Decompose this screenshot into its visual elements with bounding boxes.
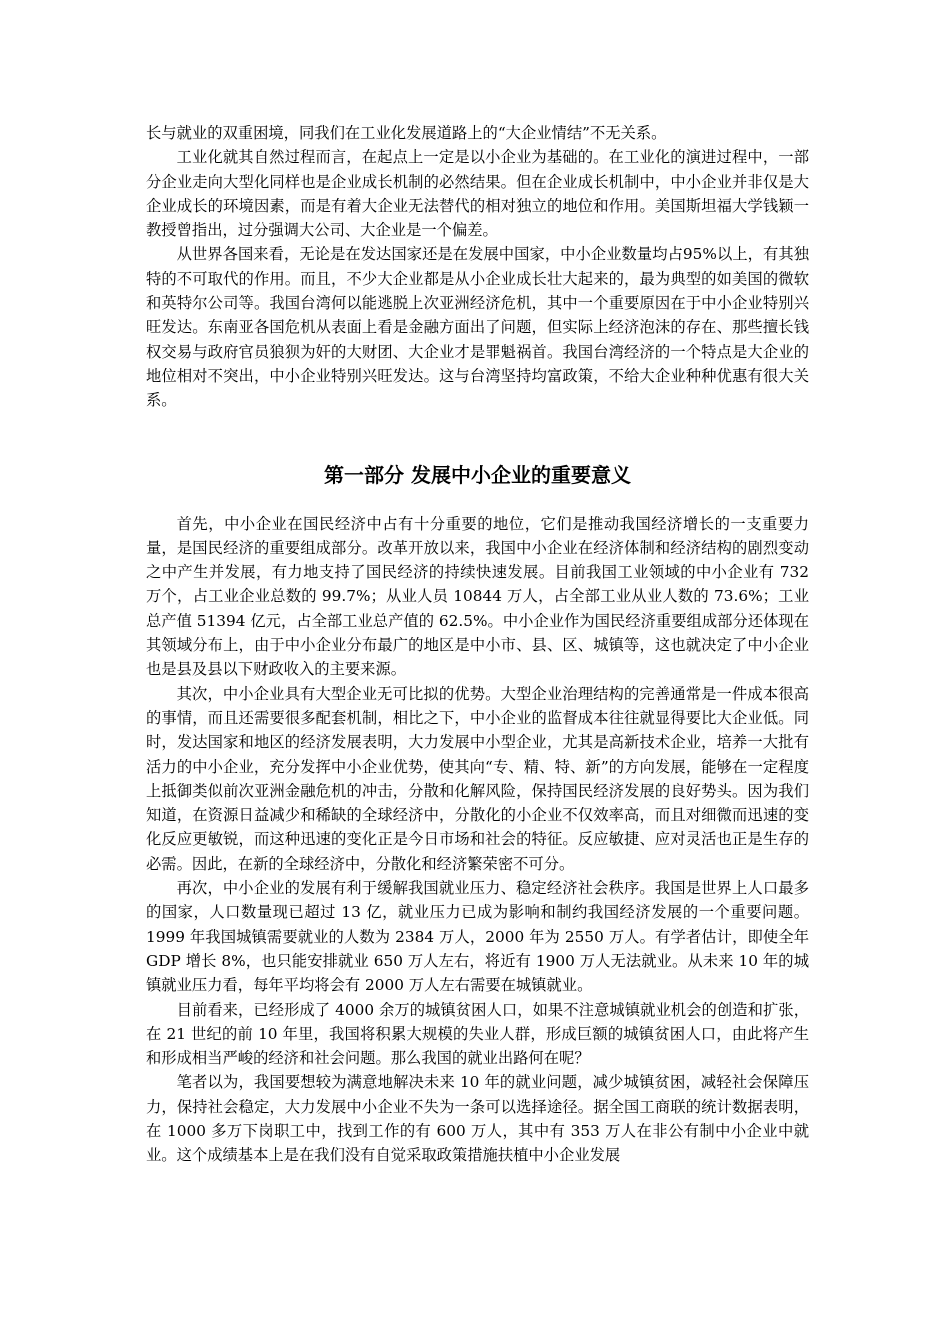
paragraph: 其次，中小企业具有大型企业无可比拟的优势。大型企业治理结构的完善通常是一件成本很高的事情，而且还需要很多配套机制，相比之下，中小企业的监督成本往往就显得要比大企业低。同时，发达国家和地区的经济发展表明，大力发展中小型企业，尤其是高新技术企业，培养一大批有活力的中小企业，充分发挥中小企业优势，使其向“专、精、特、新”的方向发展，能够在一定程度上抵御类似前次亚洲金融危机的冲击，分散和化解风险，保持国民经济发展的良好势头。因为我们知道，在资源日益减少和稀缺的全球经济中，分散化的小企业不仅效率高，而且对细微而迅速的变化反应更敏锐，而这种迅速的变化正是今日市场和社会的特征。反应敏捷、应对灵活也正是生存的必需。因此，在新的全球经济中，分散化和经济繁荣密不可分。 — [146, 684, 809, 873]
paragraph: 从世界各国来看，无论是在发达国家还是在发展中国家，中小企业数量均占95%以上，有其独特的不可取代的作用。而且，不少大企业都是从小企业成长壮大起来的，最为典型的如美国的微软和英特尔公司等。我国台湾何以能逃脱上次亚洲经济危机，其中一个重要原因在于中小企业特别兴旺发达。东南亚各国危机从表面上看是金融方面出了问题，但实际上经济泡沫的存在、那些擅长钱权交易与政府官员狼狈为奸的大财团、大企业才是罪魁祸首。我国台湾经济的一个特点是大企业的地位相对不突出，中小企业特别兴旺发达。这与台湾坚持均富政策，不给大企业种种优惠有很大关系。 — [146, 245, 809, 410]
paragraph: 工业化就其自然过程而言，在起点上一定是以小企业为基础的。在工业化的演进过程中，一部分企业走向大型化同样也是企业成长机制的必然结果。但在企业成长机制中，中小企业并非仅是大企业成长的环境因素，而是有着大企业无法替代的相对独立的地位和作用。美国斯坦福大学钱颖一教授曾指出，过分强调大公司、大企业是一个偏差。 — [146, 148, 809, 240]
section-heading: 第一部分 发展中小企业的重要意义 — [324, 462, 631, 487]
paragraph: 笔者以为，我国要想较为满意地解决未来 10 年的就业问题，减少城镇贫困，减轻社会保障压力，保持社会稳定，大力发展中小企业不失为一条可以选择途径。据全国工商联的统计数据表明，在 1000 多万下岗职工中，找到工作的有 600 万人，其中有 353 万人在非公有制中小企业中就业。这个成绩基本上是在我们没有自觉采取政策措施扶植中小企业发展 — [146, 1073, 809, 1165]
paragraph: 目前看来，已经形成了 4000 余万的城镇贫困人口，如果不注意城镇就业机会的创造和扩张，在 21 世纪的前 10 年里，我国将积累大规模的失业人群，形成巨额的城镇贫困人口，由此将产生和形成相当严峻的经济和社会问题。那么我国的就业出路何在呢？ — [146, 1000, 809, 1068]
paragraph: 再次，中小企业的发展有利于缓解我国就业压力、稳定经济社会秩序。我国是世界上人口最多的国家，人口数量现已超过 13 亿，就业压力已成为影响和制约我国经济发展的一个重要问题。1999 年我国城镇需要就业的人数为 2384 万人，2000 年为 2550 万人。有学者估计，即使全年 GDP 增长 8%，也只能安排就业 650 万人左右，将近有 1900 万人无法就业。从未来 10 年的城镇就业压力看，每年平均将会有 2000 万人左右需要在城镇就业。 — [146, 879, 809, 995]
paragraph-continuation: 长与就业的双重困境，同我们在工业化发展道路上的“大企业情结”不无关系。 — [146, 124, 667, 142]
paragraph: 首先，中小企业在国民经济中占有十分重要的地位，它们是推动我国经济增长的一支重要力量，是国民经济的重要组成部分。改革开放以来，我国中小企业在经济体制和经济结构的剧烈变动之中产生并发展，有力地支持了国民经济的持续快速发展。目前我国工业领域的中小企业有 732 万个，占工业企业总数的 99.7%；从业人员 10844 万人，占全部工业从业人数的 73.6%；工业总产值 51394 亿元，占全部工业总产值的 62.5%。中小企业作为国民经济重要组成部分还体现在其领域分布上，由于中小企业分布最广的地区是中小市、县、区、城镇等，这也就决定了中小企业也是县及县以下财政收入的主要来源。 — [146, 514, 809, 679]
document-page — [146, 121, 809, 1168]
